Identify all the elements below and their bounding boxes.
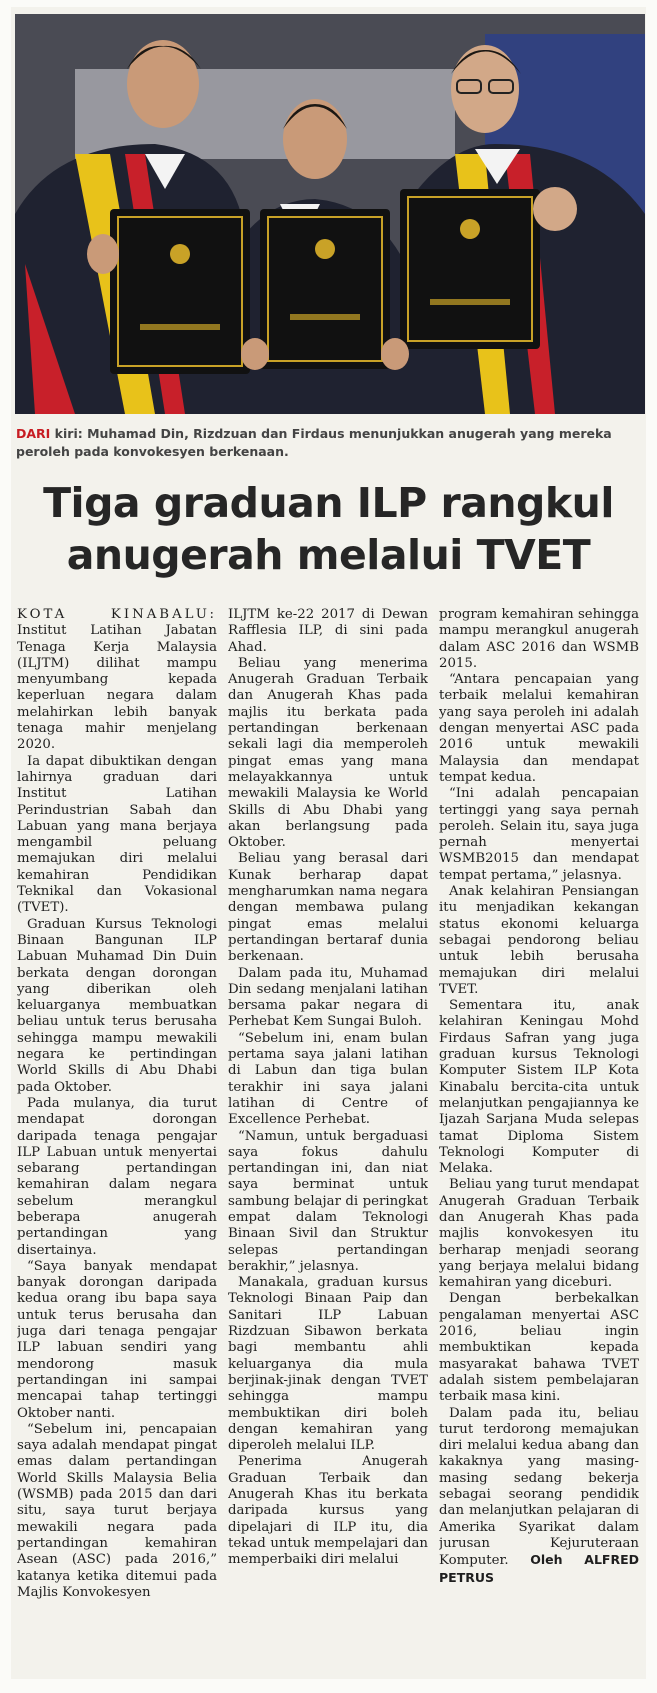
article-column-3 xyxy=(439,607,639,1675)
headline-line-1: Tiga graduan ILP rangkul xyxy=(43,479,614,527)
article-paragraph: Dalam pada itu, beliau turut terdorong memajukan diri melalui kedua abang dan kakaknya yang masing-masing sedang bekerja sebagai seorang pendidik dan melanjutkan pelajaran di Amerika Syarikat dalam jurusan Kejuruteraan Komputer. Oleh ALFRED PETRUS xyxy=(439,1405,639,1585)
article-paragraph: KOTA KINABALU: Institut Latihan Jabatan Tenaga Kerja Malaysia (ILJTM) dilihat mampu menyumbang kepada keperluan negara dalam melahirkan lebih banyak tenaga mahir menjelang 2020. xyxy=(17,607,217,753)
caption-text: kiri: Muhamad Din, Rizdzuan dan Firdaus menunjukkan anugerah yang mereka peroleh pada konvokesyen berkenaan. xyxy=(16,426,612,459)
article-paragraph: Beliau yang berasal dari Kunak berharap dapat mengharumkan nama negara dengan membawa pulang pingat emas melalui pertandingan bertaraf dunia berkenaan. xyxy=(228,851,428,965)
article-paragraph: Ia dapat dibuktikan dengan lahirnya graduan dari Institut Latihan Perindustrian Sabah dan Labuan yang mana berjaya mengambil peluang memajukan diri melalui kemahiran Pendidikan Teknikal dan Vokasional (TVET). xyxy=(17,753,217,916)
article-paragraph: Dalam pada itu, Muhamad Din sedang menjalani latihan bersama pakar negara di Perhebat Kem Sungai Buloh. xyxy=(228,965,428,1030)
article-paragraph: “Antara pencapaian yang terbaik melalui kemahiran yang saya peroleh ini adalah dengan menyertai ASC pada 2016 untuk mewakili Malaysia dan mendapat tempat kedua. xyxy=(439,672,639,785)
article-paragraph: Manakala, graduan kursus Teknologi Binaan Paip dan Sanitari ILP Labuan Rizdzuan Sibawon berkata bagi membantu ahli keluarganya dia mula berjinak-jinak dengan TVET sehingga mampu membuktikan diri boleh dengan kemahiran yang diperoleh melalui ILP. xyxy=(228,1275,428,1454)
photo-three-graduates xyxy=(15,14,645,414)
article-paragraph: Beliau yang turut mendapat Anugerah Graduan Terbaik dan Anugerah Khas pada majlis konvokesyen itu berharap menjadi seorang yang berjaya melalui bidang kemahiran yang diceburi. xyxy=(439,1177,639,1291)
photo-caption xyxy=(16,425,641,461)
article-paragraph: “Ini adalah pencapaian tertinggi yang saya pernah peroleh. Selain itu, saya juga pernah menyertai WSMB2015 dan mendapat tempat pertama,” jelasnya. xyxy=(439,786,639,883)
byline: Oleh ALFRED PETRUS xyxy=(439,1552,639,1585)
certificate-folder-left xyxy=(110,209,250,374)
headline-line-2: anugerah melalui TVET xyxy=(66,531,591,579)
dateline: KOTA KINABALU: xyxy=(17,607,217,622)
article-paragraph: ILJTM ke-22 2017 di Dewan Rafflesia ILP, di sini pada Ahad. xyxy=(228,607,428,655)
article-paragraph: Sementara itu, anak kelahiran Keningau Mohd Firdaus Safran yang juga graduan kursus Teknologi Komputer Sistem ILP Kota Kinabalu bercita-cita untuk melanjutkan pengajiannya ke Ijazah Sarjana Muda selepas tamat Diploma Sistem Teknologi Komputer di Melaka. xyxy=(439,998,639,1177)
article-paragraph: “Sebelum ini, enam bulan pertama saya jalani latihan di Labun dan tiga bulan terakhir ini saya jalani latihan di Centre of Excellence Perhebat. xyxy=(228,1030,428,1128)
headline xyxy=(11,477,646,581)
article-paragraph: Anak kelahiran Pensiangan itu menjadikan kekangan status ekonomi keluarga sebagai pendorong beliau untuk lebih berusaha memajukan diri melalui TVET. xyxy=(439,884,639,997)
caption-lead: DARI xyxy=(16,426,51,441)
article-paragraph: Pada mulanya, dia turut mendapat dorongan daripada tenaga pengajar ILP Labuan untuk menyertai sebarang pertandingan kemahiran dalam negara sebelum merangkul beberapa anugerah pertandingan yang disertainya. xyxy=(17,1095,217,1258)
article-paragraph: “Namun, untuk bergaduasi saya fokus dahulu pertandingan ini, dan niat saya berminat untuk sambung belajar di peringkat empat dalam Teknologi Binaan Sivil dan Struktur selepas pertandingan berakhir,” jelasnya. xyxy=(228,1128,428,1274)
article-paragraph: Graduan Kursus Teknologi Binaan Bangunan ILP Labuan Muhamad Din Duin berkata dengan dorongan yang diberikan oleh keluarganya membuatkan beliau untuk terus berusaha sehingga mampu mewakili negara ke pertindingan World Skills di Abu Dhabi pada Oktober. xyxy=(17,916,217,1095)
article-paragraph: Penerima Anugerah Graduan Terbaik dan Anugerah Khas itu berkata daripada kursus yang dipelajari di ILP itu, dia tekad untuk mempelajari dan memperbaiki diri melalui xyxy=(228,1454,428,1568)
article-paragraph: Beliau yang menerima Anugerah Graduan Terbaik dan Anugerah Khas pada majlis itu berkata pada pertandingan berkenaan sekali lagi dia memperoleh pingat emas yang mana melayakkannya untuk mewakili Malaysia ke World Skills di Abu Dhabi yang akan berlangsung pada Oktober. xyxy=(228,655,428,851)
article-paragraph: program kemahiran sehingga mampu merangkul anugerah dalam ASC 2016 dan WSMB 2015. xyxy=(439,607,639,671)
article-paragraph: “Saya banyak mendapat banyak dorongan daripada kedua orang ibu bapa saya untuk terus berusaha dan juga dari tenaga pengajar ILP labuan sendiri yang mendorong masuk pertandingan ini sampai mencapai tahap tertinggi Oktober nanti. xyxy=(17,1258,217,1421)
article-column-1 xyxy=(17,607,217,1675)
article-body xyxy=(17,607,640,1675)
article-column-2 xyxy=(228,607,428,1675)
newspaper-clipping xyxy=(11,7,646,1679)
certificate-folder-right xyxy=(400,189,540,349)
graduates-illustration xyxy=(15,14,645,414)
certificate-folder-middle xyxy=(260,209,390,369)
article-paragraph: Dengan berbekalkan pengalaman menyertai ASC 2016, beliau ingin membuktikan kepada masyarakat bahawa TVET adalah sistem pembelajaran terbaik masa kini. xyxy=(439,1291,639,1405)
article-paragraph: “Sebelum ini, pencapaian saya adalah mendapat pingat emas dalam pertandingan World Skills Malaysia Belia (WSMB) pada 2015 dan dari situ, saya turut berjaya mewakili negara pada pertandingan kemahiran Asean (ASC) pada 2016,” katanya ketika ditemui pada Majlis Konvokesyen xyxy=(17,1421,217,1600)
